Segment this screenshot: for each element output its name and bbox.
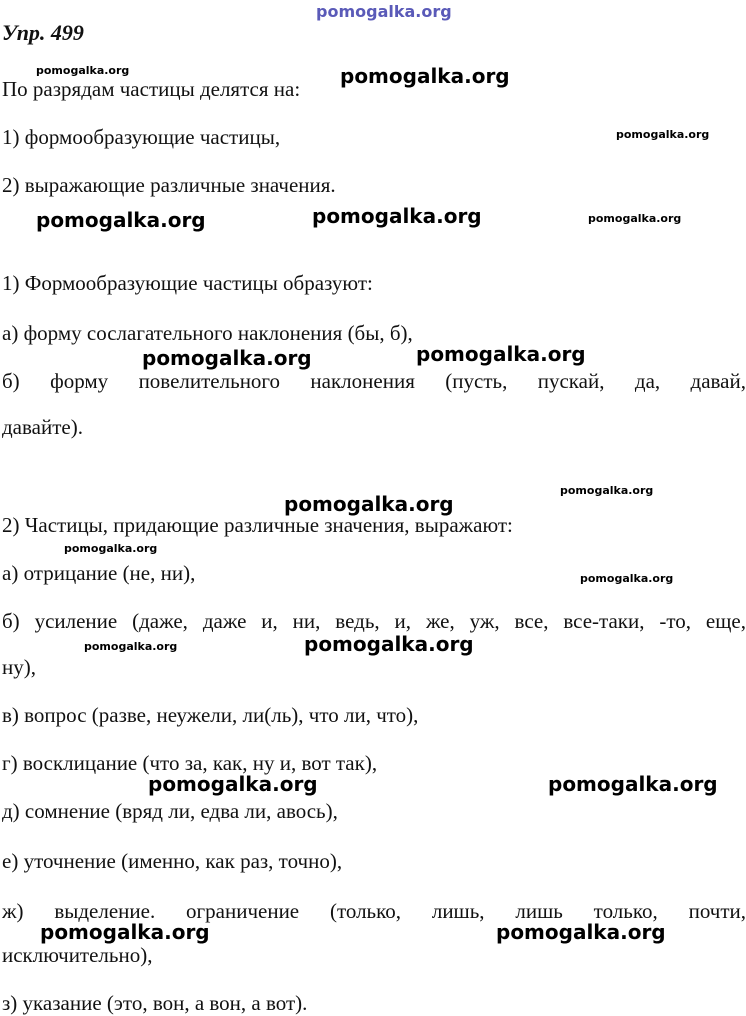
watermark: pomogalka.org	[416, 342, 586, 366]
category-2: 2) выражающие различные значения.	[2, 173, 336, 197]
watermark: pomogalka.org	[312, 204, 482, 228]
section-2-item-a: а) отрицание (не, ни),	[2, 561, 196, 585]
section-2-heading: 2) Частицы, придающие различные значения, выражают:	[2, 513, 513, 537]
section-2-item-v: в) вопрос (разве, неужели, ли(ль), что ли, что),	[2, 703, 419, 727]
category-1: 1) формообразующие частицы,	[2, 125, 281, 149]
section-1-item-b-line1: б) форму повелительного наклонения (пусть, пускай, да, давай,	[2, 369, 746, 393]
section-2-item-d: д) сомнение (вряд ли, едва ли, авось),	[2, 799, 338, 823]
watermark: pomogalka.org	[284, 492, 454, 516]
watermark-small: pomogalka.org	[588, 212, 682, 225]
watermark-small: pomogalka.org	[64, 542, 158, 555]
section-2-item-z: з) указание (это, вон, а вон, а вот).	[2, 991, 308, 1015]
exercise-title: Упр. 499	[2, 20, 84, 45]
section-2-item-zh-line1: ж) выделение. ограничение (только, лишь, лишь только, почти,	[2, 899, 746, 923]
section-2-item-b-line1: б) усиление (даже, даже и, ни, ведь, и, же, уж, все, все-таки, -то, еще,	[2, 609, 746, 633]
watermark: pomogalka.org	[36, 208, 206, 232]
watermark: pomogalka.org	[148, 772, 318, 796]
section-1-item-a: а) форму сослагательного наклонения (бы, б),	[2, 321, 413, 345]
section-2-item-g: г) восклицание (что за, как, ну и, вот так),	[2, 751, 378, 775]
watermark-small: pomogalka.org	[616, 128, 710, 141]
section-2-item-e: е) уточнение (именно, как раз, точно),	[2, 849, 343, 873]
watermark: pomogalka.org	[496, 920, 666, 944]
watermark: pomogalka.org	[340, 64, 510, 88]
watermark: pomogalka.org	[142, 346, 312, 370]
watermark-small: pomogalka.org	[580, 572, 674, 585]
intro-line: По разрядам частицы делятся на:	[2, 77, 301, 101]
section-1-item-b-line2: давайте).	[2, 415, 83, 439]
watermark-small: pomogalka.org	[560, 484, 654, 497]
watermark: pomogalka.org	[40, 920, 210, 944]
watermark-small: pomogalka.org	[36, 64, 130, 77]
watermark: pomogalka.org	[304, 632, 474, 656]
section-1-heading: 1) Формообразующие частицы образуют:	[2, 271, 373, 295]
watermark: pomogalka.org	[548, 772, 718, 796]
section-2-item-zh-line2: исключительно),	[2, 943, 153, 967]
watermark-small: pomogalka.org	[84, 640, 178, 653]
section-2-item-b-line2: ну),	[2, 655, 36, 679]
site-watermark: pomogalka.org	[316, 2, 452, 21]
